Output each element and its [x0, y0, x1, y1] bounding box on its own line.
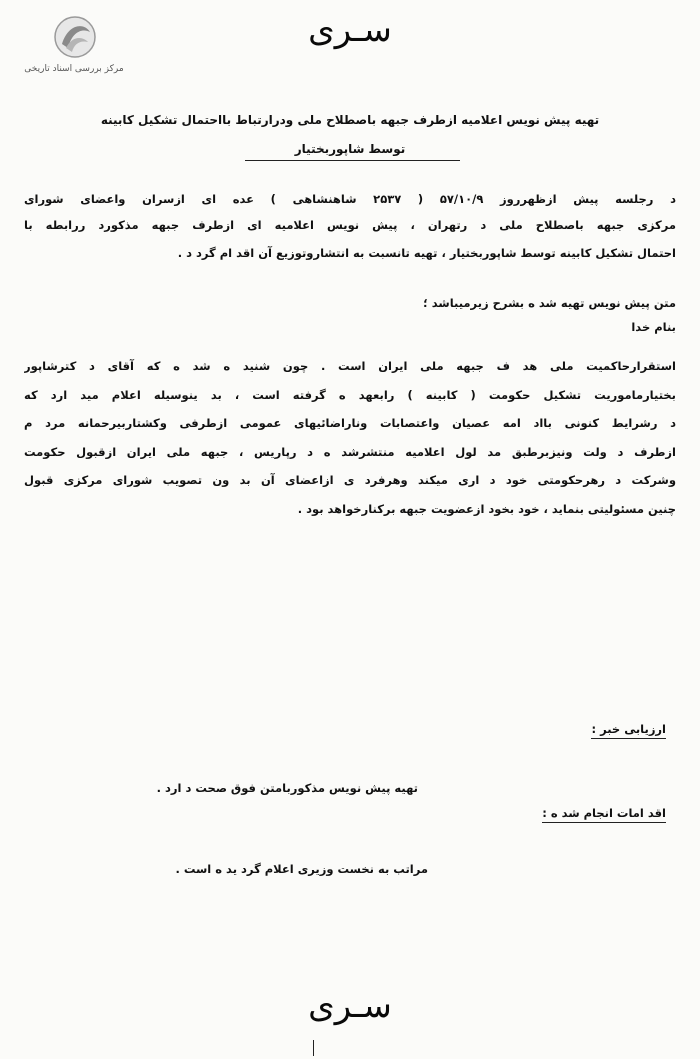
invocation: بنام خدا — [631, 320, 676, 334]
archive-logo — [12, 14, 136, 76]
actions-text: مراتب به نخست وزیری اعلام گرد ید ه است . — [175, 862, 428, 876]
classification-mark-bottom: سـری — [308, 986, 392, 1026]
archive-logo-caption: مرکز بررسی اسناد تاریخی — [24, 64, 124, 74]
archive-logo-icon — [50, 14, 100, 60]
quote-line: استقرارحاکمیت ملی هد ف جبهه ملی ایران است . چون شنید ه شد ه که آقای د کترشاپور — [24, 359, 676, 373]
evaluation-text: تهیه پیش نویس مذکوربامتن فوق صحت د ارد . — [156, 781, 418, 795]
heading-underline — [245, 160, 460, 161]
document-heading-subtitle: توسط شاپوربختیار — [294, 142, 406, 156]
quote-line: بختیارماموریت تشکیل حکومت ( کابینه ) رابعهد ه گرفته است ، بد ینوسیله اعلام مید ارد که — [24, 388, 676, 402]
evaluation-label: ارزیابی خبر : — [591, 722, 666, 736]
quote-line: ازطرف د ولت ونیزبرطبق مد لول اعلامیه منتشرشد ه د رپاریس ، جبهه ملی ایران ازقبول حکومت — [24, 445, 676, 459]
actions-label: اقد امات انجام شد ه : — [542, 806, 666, 820]
page-edge-mark — [313, 1040, 314, 1056]
intro-line: متن پیش نویس تهیه شد ه بشرح زیرمیباشد ؛ — [423, 296, 676, 310]
quote-line: د رشرایط کنونی بااد امه عصیان واعتصابات وناراضائیهای عمومی ازطرفی وکشتاربیرحمانه مرد م — [24, 416, 676, 430]
body-line: مرکزی جبهه باصطلاح ملی د رتهران ، پیش نویس اعلامیه ای ازطرف جبهه مذکورد ررابطه با — [24, 218, 676, 232]
body-line: احتمال تشکیل کابینه توسط شاپوربختیار ، تهیه تانسبت به انتشاروتوزیع آن اقد ام گرد د . — [177, 246, 676, 260]
document-heading-title: تهیه پیش نویس اعلامیه ازطرف جبهه باصطلاح ملی ودرارتباط بااحتمال تشکیل کابینه — [100, 113, 600, 127]
classification-mark-top: سـری — [308, 10, 392, 50]
body-line: د رجلسه پیش ازظهرروز ۵۷/۱۰/۹ ( ۲۵۳۷ شاهنشاهی ) عده ای ازسران واعضای شورای — [24, 192, 676, 206]
quote-line: وشرکت د رهرحکومتی خود د اری میکند وهرفرد ی ازاعضای آن بد ون تصویب شورای مرکزی قبول — [24, 473, 676, 487]
quote-line: چنین مسئولیتی بنماید ، خود بخود ازعضویت جبهه برکنارخواهد بود . — [297, 502, 676, 516]
